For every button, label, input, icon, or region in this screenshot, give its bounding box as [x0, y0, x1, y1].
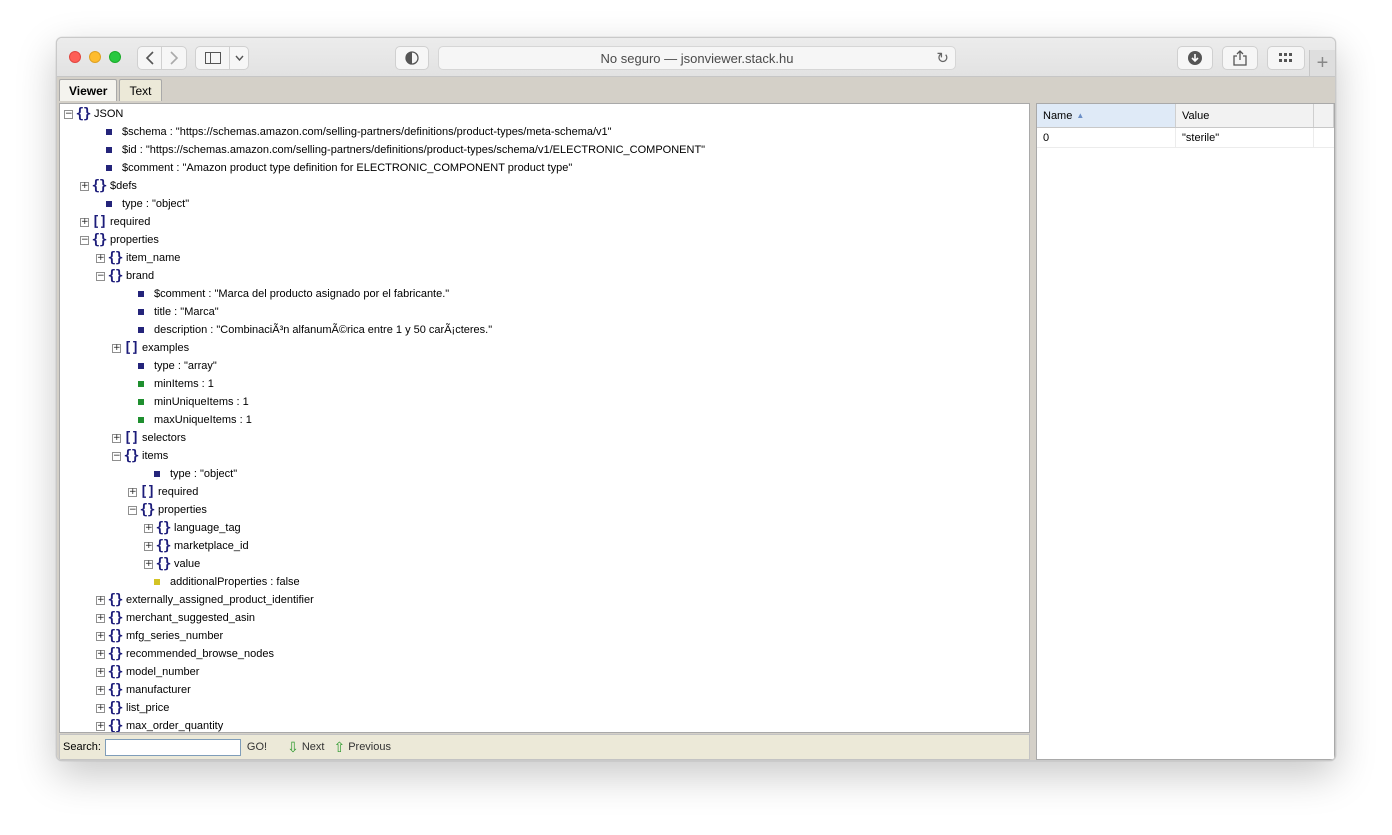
share-button[interactable] — [1222, 46, 1258, 70]
collapse-icon[interactable]: − — [97, 270, 105, 281]
collapse-icon[interactable]: − — [113, 450, 121, 461]
new-tab-button[interactable] — [1309, 50, 1335, 76]
downloads-button[interactable] — [1177, 46, 1213, 70]
download-icon — [1187, 50, 1203, 66]
tree-node[interactable] — [60, 465, 1029, 483]
array-icon: [] — [123, 340, 139, 356]
previous-button[interactable] — [324, 739, 391, 756]
tree-node[interactable] — [60, 591, 1029, 609]
tree-node-label: JSON — [94, 108, 124, 120]
object-icon: {} — [107, 682, 123, 698]
object-icon: {} — [155, 520, 171, 536]
tree-node[interactable] — [60, 609, 1029, 627]
expand-icon[interactable]: + — [81, 216, 89, 227]
value-icon — [138, 363, 144, 369]
object-icon: {} — [91, 178, 107, 194]
search-label: Search: — [63, 741, 101, 753]
next-label: Next — [301, 741, 325, 753]
tree-node[interactable] — [60, 213, 1029, 231]
properties-grid — [1036, 103, 1335, 760]
tree-node[interactable] — [60, 267, 1029, 285]
array-icon: [] — [91, 214, 107, 230]
back-button[interactable] — [138, 47, 162, 69]
tree-node[interactable] — [60, 501, 1029, 519]
tree-node-label: type : "object" — [122, 198, 190, 210]
tree-node-label: $schema : "https://schemas.amazon.com/selling-partners/definitions/product-types/meta-schema/v1" — [122, 126, 612, 138]
title-bar — [57, 38, 1335, 77]
expand-icon[interactable]: + — [145, 522, 153, 533]
object-icon: {} — [107, 718, 123, 733]
reload-icon[interactable]: ↻ — [936, 50, 949, 67]
sidebar-menu-button[interactable] — [230, 47, 248, 69]
collapse-icon[interactable]: − — [65, 108, 73, 119]
chevron-right-icon — [169, 51, 179, 65]
array-icon: [] — [139, 484, 155, 500]
tree-node-label: brand — [126, 270, 155, 282]
tree-node-label: manufacturer — [126, 684, 191, 696]
collapse-icon[interactable]: − — [81, 234, 89, 245]
expand-icon[interactable]: + — [97, 702, 105, 713]
tree-node[interactable] — [60, 141, 1029, 159]
expand-icon[interactable]: + — [113, 342, 121, 353]
tree-node-label: recommended_browse_nodes — [126, 648, 274, 660]
arrow-down-icon: ⇩ — [287, 738, 299, 755]
collapse-icon[interactable]: − — [129, 504, 137, 515]
tree-node-label: minItems : 1 — [154, 378, 214, 390]
expand-icon[interactable]: + — [97, 648, 105, 659]
object-icon: {} — [107, 592, 123, 608]
sidebar-button[interactable] — [196, 47, 230, 69]
tree-node[interactable] — [60, 717, 1029, 733]
value-icon — [138, 309, 144, 315]
share-icon — [1233, 50, 1247, 66]
tree-node[interactable] — [60, 231, 1029, 249]
address-bar[interactable] — [438, 46, 956, 70]
tree-node[interactable] — [60, 393, 1029, 411]
json-viewer-app — [57, 77, 1335, 761]
tab-text[interactable]: Text — [119, 79, 161, 101]
tree-node[interactable] — [60, 555, 1029, 573]
expand-icon[interactable]: + — [97, 666, 105, 677]
grid-cell-name: 0 — [1037, 128, 1176, 147]
tree-node-label: required — [110, 216, 151, 228]
chevron-down-icon — [235, 55, 244, 61]
tree-node-label: $comment : "Marca del producto asignado por el fabricante." — [154, 288, 450, 300]
tab-viewer[interactable]: Viewer — [59, 79, 117, 101]
value-icon — [154, 579, 160, 585]
next-button[interactable] — [287, 739, 324, 756]
tree-node[interactable] — [60, 195, 1029, 213]
object-icon: {} — [75, 106, 91, 122]
array-icon: [] — [123, 430, 139, 446]
search-bar — [59, 734, 1030, 760]
value-icon — [106, 147, 112, 153]
tree-node[interactable] — [60, 105, 1029, 123]
value-icon — [106, 129, 112, 135]
go-button[interactable]: GO! — [246, 741, 268, 753]
value-icon — [154, 471, 160, 477]
column-header-name[interactable]: Name ▲ — [1037, 104, 1176, 127]
tree-node-label: type : "object" — [170, 468, 238, 480]
tree-node-label: description : "CombinaciÃ³n alfanumÃ©rica entre 1 y 50 carÃ¡cteres." — [154, 324, 493, 336]
column-header-value[interactable]: Value — [1176, 104, 1314, 127]
grid-cell-value: "sterile" — [1176, 128, 1314, 147]
tree-node[interactable] — [60, 681, 1029, 699]
expand-icon[interactable]: + — [97, 720, 105, 731]
object-icon: {} — [123, 448, 139, 464]
expand-icon[interactable]: + — [81, 180, 89, 191]
tree-node-label: selectors — [142, 432, 187, 444]
object-icon: {} — [139, 502, 155, 518]
object-icon: {} — [107, 610, 123, 626]
value-icon — [138, 327, 144, 333]
value-icon — [106, 165, 112, 171]
viewer-tabs — [59, 79, 164, 102]
value-icon — [138, 381, 144, 387]
tree-node[interactable] — [60, 285, 1029, 303]
tree-node-label: minUniqueItems : 1 — [154, 396, 249, 408]
tree-node[interactable] — [60, 177, 1029, 195]
tree-node[interactable] — [60, 339, 1029, 357]
tree-node-label: list_price — [126, 702, 170, 714]
tree-node-label: title : "Marca" — [154, 306, 219, 318]
tree-pane — [59, 103, 1030, 733]
tree-node[interactable] — [60, 303, 1029, 321]
value-icon — [138, 417, 144, 423]
search-input[interactable] — [105, 739, 241, 756]
tree-node[interactable] — [60, 249, 1029, 267]
sort-ascending-icon: ▲ — [1076, 111, 1085, 120]
object-icon: {} — [107, 268, 123, 284]
tree-node-label: type : "array" — [154, 360, 217, 372]
tab-overview-button[interactable] — [1267, 46, 1305, 70]
column-header-filler — [1314, 104, 1334, 127]
browser-window — [56, 37, 1336, 761]
object-icon: {} — [155, 556, 171, 572]
tree-node[interactable] — [60, 447, 1029, 465]
url-text: No seguro — jsonviewer.stack.hu — [600, 50, 794, 66]
close-window-button[interactable] — [69, 51, 81, 63]
object-icon: {} — [107, 628, 123, 644]
tree-node[interactable] — [60, 519, 1029, 537]
expand-icon[interactable]: + — [97, 684, 105, 695]
tree-node[interactable] — [60, 573, 1029, 591]
sidebar-toggle-group — [195, 46, 249, 70]
tree-node-label: $defs — [110, 180, 137, 192]
expand-icon[interactable]: + — [97, 630, 105, 641]
tree-node[interactable] — [60, 627, 1029, 645]
privacy-report-button[interactable] — [395, 46, 429, 70]
previous-label: Previous — [348, 741, 391, 753]
tree-node-label: item_name — [126, 252, 181, 264]
expand-icon[interactable]: + — [145, 558, 153, 569]
tree-node[interactable] — [60, 483, 1029, 501]
object-icon: {} — [107, 700, 123, 716]
tree-node-label: mfg_series_number — [126, 630, 224, 642]
expand-icon[interactable]: + — [113, 432, 121, 443]
expand-icon[interactable]: + — [97, 594, 105, 605]
tree-node-label: maxUniqueItems : 1 — [154, 414, 252, 426]
tree-node[interactable] — [60, 429, 1029, 447]
tree-node-label: marketplace_id — [174, 540, 249, 552]
tree-node-label: externally_assigned_product_identifier — [126, 594, 314, 606]
value-icon — [138, 399, 144, 405]
tree-node[interactable] — [60, 123, 1029, 141]
json-tree — [60, 104, 1029, 733]
tree-node[interactable] — [60, 357, 1029, 375]
history-nav — [137, 46, 187, 70]
expand-icon[interactable]: + — [97, 252, 105, 263]
object-icon: {} — [107, 250, 123, 266]
chevron-left-icon — [145, 51, 155, 65]
forward-button[interactable] — [162, 47, 186, 69]
tree-node-label: properties — [110, 234, 159, 246]
tree-node[interactable] — [60, 411, 1029, 429]
tree-node[interactable] — [60, 663, 1029, 681]
tree-node[interactable] — [60, 645, 1029, 663]
object-icon: {} — [107, 646, 123, 662]
expand-icon[interactable]: + — [97, 612, 105, 623]
tree-node-label: merchant_suggested_asin — [126, 612, 256, 624]
object-icon: {} — [155, 538, 171, 554]
tree-node[interactable] — [60, 321, 1029, 339]
tree-node-label: required — [158, 486, 199, 498]
tree-node-label: value — [174, 558, 201, 570]
plus-icon: + — [1316, 51, 1329, 74]
value-icon — [138, 291, 144, 297]
tree-node[interactable] — [60, 375, 1029, 393]
tree-node-label: $id : "https://schemas.amazon.com/selling-partners/definitions/product-types/schema/v1/ELECTRONIC_COMPONENT" — [122, 144, 706, 156]
tree-node[interactable] — [60, 699, 1029, 717]
grid-header — [1037, 104, 1334, 128]
object-icon: {} — [91, 232, 107, 248]
tree-node[interactable] — [60, 159, 1029, 177]
maximize-window-button[interactable] — [109, 51, 121, 63]
tree-node[interactable] — [60, 537, 1029, 555]
shield-icon — [405, 51, 419, 65]
minimize-window-button[interactable] — [89, 51, 101, 63]
expand-icon[interactable]: + — [145, 540, 153, 551]
arrow-up-icon: ⇧ — [333, 738, 346, 755]
tree-node-label: properties — [158, 504, 207, 516]
tree-node-label: model_number — [126, 666, 200, 678]
tree-node-label: language_tag — [174, 522, 241, 534]
tree-node-label: max_order_quantity — [126, 720, 224, 732]
tree-node-label: $comment : "Amazon product type definition for ELECTRONIC_COMPONENT product type" — [122, 162, 573, 174]
sidebar-icon — [205, 52, 221, 64]
object-icon: {} — [107, 664, 123, 680]
grid-icon — [1279, 53, 1293, 63]
tree-node-label: examples — [142, 342, 190, 354]
tree-node-label: additionalProperties : false — [170, 576, 300, 588]
tree-node-label: items — [142, 450, 169, 462]
grid-row[interactable] — [1037, 128, 1334, 148]
value-icon — [106, 201, 112, 207]
expand-icon[interactable]: + — [129, 486, 137, 497]
